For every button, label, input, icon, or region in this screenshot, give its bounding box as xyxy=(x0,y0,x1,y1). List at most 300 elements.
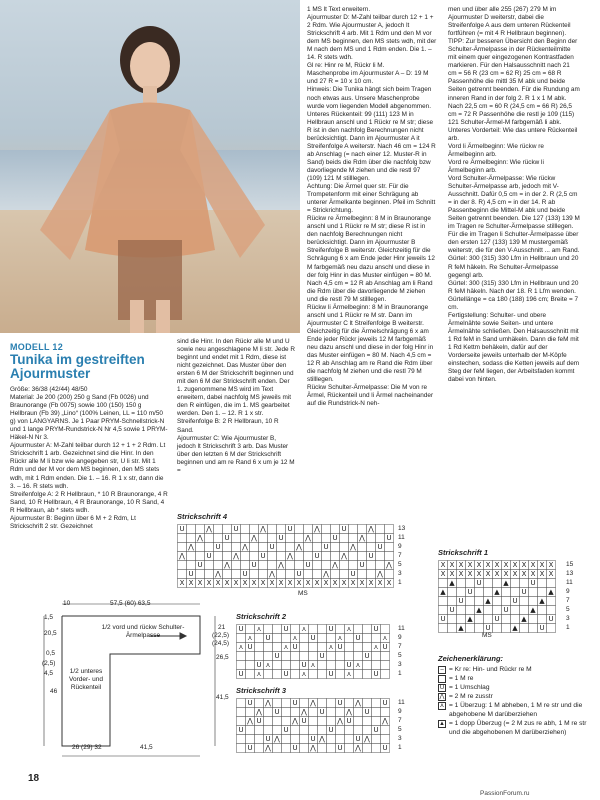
chart-symbol: ⋀ xyxy=(305,534,311,542)
chart-cell xyxy=(538,606,547,615)
chart-symbol: X xyxy=(287,579,293,587)
chart-cell xyxy=(358,570,367,579)
chart-symbol: ⋀ xyxy=(215,570,221,578)
chart-symbol: ⋀ xyxy=(206,525,212,533)
chart-symbol: ⋀ xyxy=(355,744,361,752)
chart-cell xyxy=(295,561,304,570)
chart-symbol: U xyxy=(382,744,388,752)
chart-symbol: U xyxy=(238,625,244,633)
col3-para: Gl re: Hinr re M, Rückr li M. xyxy=(307,62,385,70)
chart-symbol: U xyxy=(278,534,284,542)
chart-symbol: U xyxy=(314,552,320,560)
chart-cell xyxy=(273,699,282,708)
chart-cell xyxy=(259,561,268,570)
chart-cell xyxy=(255,726,264,735)
chart-cell xyxy=(439,579,448,588)
dim-46: 46 xyxy=(50,688,58,695)
chart-cell xyxy=(318,699,327,708)
chart-cell xyxy=(439,624,448,633)
chart-cell xyxy=(255,643,264,652)
chart-cell xyxy=(538,579,547,588)
page-number: 18 xyxy=(28,773,40,784)
chart-cell xyxy=(223,543,232,552)
text-column-1 xyxy=(10,386,168,530)
chart-symbol: ⋏ xyxy=(355,661,361,669)
chart-cell xyxy=(345,643,354,652)
chart-symbol: U xyxy=(247,699,253,707)
chart-symbol: ▲ xyxy=(548,588,554,596)
chart-cell xyxy=(502,588,511,597)
chart-symbol: ▲ xyxy=(440,588,446,596)
chart-symbol: ▲ xyxy=(458,624,464,632)
chart-cell xyxy=(304,525,313,534)
chart-cell xyxy=(295,534,304,543)
chart-cell xyxy=(214,534,223,543)
legend-text: = 1 M re xyxy=(449,675,474,682)
chart-cell xyxy=(300,634,309,643)
chart-symbol: U xyxy=(355,735,361,743)
chart-cell xyxy=(286,543,295,552)
chart-cell xyxy=(363,634,372,643)
chart-cell xyxy=(273,726,282,735)
chart-cell xyxy=(255,744,264,753)
chart-symbol: X xyxy=(278,579,284,587)
chart-symbol: ⋀ xyxy=(364,735,370,743)
chart-symbol: U xyxy=(265,735,271,743)
chart-cell xyxy=(340,543,349,552)
chart-symbol: U xyxy=(287,525,293,533)
chart-symbol: ⋀ xyxy=(251,534,257,542)
chart-cell xyxy=(241,561,250,570)
chart-cell xyxy=(187,534,196,543)
chart-cell xyxy=(187,561,196,570)
col2-para: Ajourmuster C: Wie Ajourmuster B, jedoch lt Strickschrift 3 arb. Das Muster über den letzten 6 M der Strickschrift beginnen und am re Rand 6 x um je 12 M = xyxy=(177,434,295,474)
chart-cell xyxy=(255,634,264,643)
col1-para: Ajourmuster A: M-Zahl teilbar durch 12 + 1 + 2 Rdm. Lt Strickschrift 1 arb. Gezeichnet sind die Hinr. In den Rückr alle M li bzw wie angegeben str, U li str. Mit 1 Rdm und der M vor dem MS beginnen, den MS stets wdh, mit 1 Rdm enden. Die 1. – 16. R 1 x str, dann die 3. – 16. R stets wdh. xyxy=(10,442,166,490)
chart-symbol: ⋏ xyxy=(310,661,316,669)
row-number: 3 xyxy=(398,570,402,577)
chart-cell xyxy=(264,708,273,717)
chart2-grid xyxy=(236,624,392,678)
chart-cell xyxy=(529,588,538,597)
chart-symbol: X xyxy=(197,579,203,587)
chart-cell xyxy=(232,543,241,552)
col3-para: Rückw Schulter-Ärmelpasse: Die M von re Ärmel, Rückenteil und li Ärmel nacheinander auf die Rundstrick-N neh- xyxy=(307,384,434,408)
chart-symbol: X xyxy=(539,561,545,569)
chart-cell xyxy=(372,634,381,643)
chart-cell xyxy=(295,552,304,561)
col3-para: Achtung: Die Ärmel quer str. Für die Trompetenform mit einer Schrägung ab unterer Ärmelkante beginnen. Pfeil im Schnitt = Strickrichtung. xyxy=(307,183,436,215)
chart-symbol: U xyxy=(373,670,379,678)
chart-symbol: X xyxy=(386,579,392,587)
chart-symbol: U xyxy=(319,708,325,716)
chart-cell xyxy=(300,744,309,753)
chart-cell xyxy=(336,708,345,717)
chart-cell xyxy=(300,735,309,744)
row-number: 7 xyxy=(398,552,402,559)
chart-cell xyxy=(349,561,358,570)
chart-symbol: U xyxy=(539,624,545,632)
chart-cell xyxy=(381,735,390,744)
chart-symbol: U xyxy=(373,726,379,734)
chart-symbol: ⋀ xyxy=(278,561,284,569)
chart-cell xyxy=(214,561,223,570)
chart-symbol: X xyxy=(512,570,518,578)
chart-cell xyxy=(367,534,376,543)
chart-symbol: U xyxy=(346,661,352,669)
row-number: 3 xyxy=(566,615,570,622)
chart-symbol: ▲ xyxy=(521,615,527,623)
chart-cell xyxy=(520,624,529,633)
chart-cell xyxy=(313,570,322,579)
chart-cell xyxy=(345,744,354,753)
chart-symbol: ⋏ xyxy=(283,643,289,651)
chart-symbol: ⋏ xyxy=(301,670,307,678)
chart-cell xyxy=(327,744,336,753)
chart-cell xyxy=(363,661,372,670)
chart-symbol: X xyxy=(377,579,383,587)
chart-symbol: X xyxy=(494,570,500,578)
chart-cell xyxy=(354,625,363,634)
legend-text: = 1 Überzug: 1 M abheben, 1 M re str und die abgehobene M darüberziehen xyxy=(449,702,583,718)
chart-cell xyxy=(205,534,214,543)
chart-symbol: X xyxy=(368,579,374,587)
chart-cell xyxy=(340,561,349,570)
chart-cell xyxy=(381,708,390,717)
chart-symbol: ⋏ xyxy=(382,634,388,642)
chart-symbol: U xyxy=(382,699,388,707)
dim-26-5: 26,5 xyxy=(216,654,229,661)
chart-symbol: U xyxy=(238,726,244,734)
chart-cell xyxy=(363,699,372,708)
chart-cell xyxy=(331,552,340,561)
chart-symbol: U xyxy=(355,634,361,642)
col3-para: Rückw re Ärmelbeginn: 8 M in Braunorange anschl und 1 Rückr re M str; diese R ist in den nachfolg Berechnungen nicht berücksichtigt. Dann im Ajourmuster B Streifenfolge B weiterstr. Gleichzeitig für die Schrägung 6 x am Ende jeder Hinr jeweils 12 M farbgemäß neu dazu anschl und diese in der folg Hinr in das Muster einfügen = 80 M. Nach 4,5 cm = 12 R ab Anschlag am li Rand die Rdm über die davorliegende M ziehen und die restl 79 M stilllegen. xyxy=(307,215,435,303)
chart-symbol: ⋏ xyxy=(247,634,253,642)
chart-cell xyxy=(493,579,502,588)
chart-cell xyxy=(381,661,390,670)
chart-cell xyxy=(466,597,475,606)
row-number: 13 xyxy=(566,570,574,577)
chart-cell xyxy=(520,597,529,606)
legend-symbol: U xyxy=(439,685,445,691)
chart-cell xyxy=(327,699,336,708)
chart-cell xyxy=(327,661,336,670)
chart-cell xyxy=(381,726,390,735)
chart-cell xyxy=(354,643,363,652)
chart-symbol: U xyxy=(440,615,446,623)
chart-cell xyxy=(385,543,394,552)
row-number: 5 xyxy=(398,726,402,733)
chart-cell xyxy=(282,652,291,661)
chart-cell xyxy=(322,561,331,570)
text-column-3 xyxy=(307,6,437,502)
chart-cell xyxy=(511,579,520,588)
row-number: 15 xyxy=(566,561,574,568)
chart-symbol: X xyxy=(548,561,554,569)
chart-symbol: X xyxy=(467,561,473,569)
chart-symbol: U xyxy=(337,643,343,651)
chart-cell xyxy=(309,625,318,634)
chart-cell xyxy=(318,744,327,753)
chart-cell xyxy=(264,652,273,661)
chart-cell xyxy=(457,606,466,615)
chart-cell xyxy=(372,699,381,708)
row-number: 11 xyxy=(398,699,405,706)
chart-cell xyxy=(354,670,363,679)
col4-para: Vord li Ärmelbeginn: Wie rückw re Ärmelbeginn arb. xyxy=(448,142,544,158)
chart-cell xyxy=(309,652,318,661)
chart-symbol: U xyxy=(476,579,482,587)
chart-cell xyxy=(538,588,547,597)
chart-symbol: ⋏ xyxy=(265,661,271,669)
chart-cell xyxy=(250,543,259,552)
chart-symbol: U xyxy=(256,661,262,669)
chart4-grid xyxy=(177,524,395,588)
chart-symbol: X xyxy=(260,579,266,587)
chart-symbol: U xyxy=(292,699,298,707)
chart-cell xyxy=(264,717,273,726)
chart-cell xyxy=(205,543,214,552)
chart-symbol: X xyxy=(215,579,221,587)
legend-item xyxy=(438,683,598,692)
chart-symbol: ⋀ xyxy=(188,543,194,551)
chart-cell xyxy=(511,606,520,615)
chart3-title: Strickschrift 3 xyxy=(236,686,287,695)
chart-cell xyxy=(475,615,484,624)
chart-symbol: U xyxy=(305,561,311,569)
chart-symbol: U xyxy=(323,543,329,551)
row-number: 5 xyxy=(398,652,402,659)
chart-cell xyxy=(232,561,241,570)
chart-cell xyxy=(466,606,475,615)
chart-cell xyxy=(273,744,282,753)
chart-cell xyxy=(300,652,309,661)
chart-symbol: ⋀ xyxy=(355,699,361,707)
legend-item xyxy=(438,701,598,719)
chart-symbol: U xyxy=(265,634,271,642)
col3-para: Hinweis: Die Tunika hängt sich beim Tragen noch etwas aus. Unsere Maschenprobe wurde vom liegenden Modell abgenommen. xyxy=(307,86,432,110)
col3-para: Rückw li Ärmelbeginn: 8 M in Braunorange anschl und 1 Rückr re M str. Dann im Ajourmuster C lt Streifenfolge B weiterstr. Gleichzeitig für die Ärmelschrägung 6 x am Ende jeder Rückr jeweils 12 M farbgemäß neu dazu anschl und diese in der folg Hinr in das Muster einfügen = 80 M. Nach 4,5 cm = 12 R ab Anschlag am re Rand die Rdm über die nachfolg M ziehen und die restl 79 M stilllegen. xyxy=(307,303,434,384)
chart-symbol: ⋀ xyxy=(265,699,271,707)
chart-cell xyxy=(502,624,511,633)
chart-symbol: X xyxy=(305,579,311,587)
chart-symbol: ⋀ xyxy=(314,525,320,533)
row-number: 9 xyxy=(566,588,570,595)
chart-cell xyxy=(372,744,381,753)
chart-cell xyxy=(264,643,273,652)
chart-cell xyxy=(250,570,259,579)
chart-symbol: U xyxy=(179,525,185,533)
chart-symbol: X xyxy=(296,579,302,587)
chart-symbol: U xyxy=(359,561,365,569)
row-number: 9 xyxy=(398,543,402,550)
chart-symbol: U xyxy=(494,615,500,623)
chart-cell xyxy=(313,561,322,570)
chart-cell xyxy=(295,525,304,534)
chart-cell xyxy=(273,661,282,670)
chart-symbol: U xyxy=(485,624,491,632)
chart-symbol: ⋀ xyxy=(269,570,275,578)
chart-cell xyxy=(223,525,232,534)
chart-symbol: U xyxy=(328,625,334,633)
col4-para: Gürtel: 300 (315) 330 Lfm in Hellbraun und 20 R feM häkeln. Re Schulter-Ärmelpasse gegengl arb. xyxy=(448,255,579,279)
chart-symbol: U xyxy=(458,597,464,605)
chart-symbol: U xyxy=(238,670,244,678)
chart-cell xyxy=(354,652,363,661)
chart-cell xyxy=(241,552,250,561)
chart-cell xyxy=(340,570,349,579)
chart-symbol: X xyxy=(548,570,554,578)
chart-symbol: U xyxy=(521,588,527,596)
chart-symbol: X xyxy=(467,570,473,578)
chart-symbol: U xyxy=(283,625,289,633)
chart-symbol: U xyxy=(512,597,518,605)
chart-symbol: U xyxy=(292,744,298,752)
chart-cell xyxy=(385,552,394,561)
site-footer: PassionForum.ru xyxy=(480,790,530,797)
chart-cell xyxy=(246,708,255,717)
chart-symbol: ▲ xyxy=(476,606,482,614)
chart-symbol: ⋀ xyxy=(301,708,307,716)
chart-cell xyxy=(277,525,286,534)
chart-symbol: U xyxy=(467,588,473,596)
chart-cell xyxy=(250,552,259,561)
chart-symbol: U xyxy=(377,543,383,551)
dim-bottom-41-5: 41,5 xyxy=(140,744,153,751)
chart-cell xyxy=(363,744,372,753)
chart-cell xyxy=(300,699,309,708)
chart-symbol: U xyxy=(364,708,370,716)
chart-cell xyxy=(358,552,367,561)
chart-cell xyxy=(327,735,336,744)
chart-symbol: ▲ xyxy=(449,579,455,587)
chart-cell xyxy=(250,525,259,534)
chart-cell xyxy=(286,534,295,543)
chart-cell xyxy=(309,708,318,717)
row-number: 7 xyxy=(566,597,570,604)
row-number: 11 xyxy=(398,625,405,632)
chart-cell xyxy=(255,735,264,744)
chart-symbol: U xyxy=(337,744,343,752)
chart-symbol: U xyxy=(301,717,307,725)
chart-cell xyxy=(259,534,268,543)
chart4-rownums xyxy=(398,524,405,587)
chart-symbol: U xyxy=(503,606,509,614)
col1-para: Streifenfolge A: 2 R Hellbraun, * 10 R Braunorange, 4 R Sand, 10 R Hellbraun, 4 R Braunorange, 10 R Sand, 4 R Hellbraun, ab * stets wdh. xyxy=(10,490,168,514)
row-number: 1 xyxy=(398,670,402,677)
chart-cell xyxy=(273,670,282,679)
row-number: 9 xyxy=(398,708,402,715)
chart-cell xyxy=(336,735,345,744)
dim-21: 21 xyxy=(218,624,226,631)
chart-cell xyxy=(336,726,345,735)
chart-cell xyxy=(327,634,336,643)
chart-symbol: ⋀ xyxy=(337,717,343,725)
col4-para: Gürtel: 300 (315) 330 Lfm in Hellbraun und 20 R feM häkeln. Nach der 18. R 1 Lfm wenden. Gürtellänge = ca 180 (188) 196 cm; Breite = 7 cm. xyxy=(448,279,579,311)
chart-symbol: ⋏ xyxy=(346,670,352,678)
dim-2-5: (2,5) xyxy=(42,660,56,667)
chart-cell xyxy=(309,717,318,726)
chart-cell xyxy=(304,543,313,552)
chart-symbol: X xyxy=(530,570,536,578)
chart-cell xyxy=(466,624,475,633)
chart-cell xyxy=(232,534,241,543)
chart-cell xyxy=(318,726,327,735)
row-number: 9 xyxy=(398,634,402,641)
chart-cell xyxy=(345,699,354,708)
chart-cell xyxy=(273,717,282,726)
chart-symbol: X xyxy=(188,579,194,587)
chart-cell xyxy=(331,570,340,579)
chart3-rownums xyxy=(398,698,405,752)
chart-cell xyxy=(273,625,282,634)
chart-cell xyxy=(372,661,381,670)
chart-cell xyxy=(313,534,322,543)
chart-cell xyxy=(327,652,336,661)
chart-cell xyxy=(331,525,340,534)
chart-cell xyxy=(318,643,327,652)
legend-symbol: – xyxy=(438,666,446,674)
chart-cell xyxy=(268,561,277,570)
chart-symbol: U xyxy=(386,534,392,542)
chart-symbol: U xyxy=(548,615,554,623)
chart-symbol: X xyxy=(323,579,329,587)
chart-cell xyxy=(327,717,336,726)
chart-symbol: ▲ xyxy=(467,615,473,623)
chart-cell xyxy=(178,543,187,552)
chart-symbol: ▲ xyxy=(485,597,491,605)
chart-symbol: U xyxy=(269,543,275,551)
chart-cell xyxy=(282,735,291,744)
chart-symbol: X xyxy=(341,579,347,587)
piece-body: 1/2 unteres Vorder- und Rückenteil xyxy=(69,668,103,691)
chart-symbol: X xyxy=(476,561,482,569)
dim-1-5: 1,5 xyxy=(44,614,54,621)
chart-cell xyxy=(336,661,345,670)
legend-symbol xyxy=(438,675,446,683)
chart-cell xyxy=(381,652,390,661)
chart-cell xyxy=(277,543,286,552)
chart-cell xyxy=(214,525,223,534)
chart-cell xyxy=(291,670,300,679)
chart-cell xyxy=(322,534,331,543)
chart-symbol: X xyxy=(440,561,446,569)
chart-cell xyxy=(282,717,291,726)
page-title: Tunika im gestreiften Ajourmuster xyxy=(10,352,145,381)
chart-cell xyxy=(484,606,493,615)
chart-cell xyxy=(457,588,466,597)
chart-symbol: X xyxy=(485,561,491,569)
chart-symbol: X xyxy=(476,570,482,578)
chart-symbol: U xyxy=(283,670,289,678)
chart-symbol: U xyxy=(242,570,248,578)
chart-cell xyxy=(367,570,376,579)
legend-symbol: ⋏ xyxy=(439,703,445,709)
col2-para: Streifenfolge B: 2 R Hellbraun, 10 R Sand. xyxy=(177,418,279,434)
chart2-rownums xyxy=(398,624,405,678)
chart-symbol: ⋀ xyxy=(359,534,365,542)
chart-symbol: ⋀ xyxy=(233,552,239,560)
chart-cell xyxy=(493,624,502,633)
chart-cell xyxy=(246,625,255,634)
chart-cell xyxy=(502,615,511,624)
legend xyxy=(438,654,598,737)
chart-symbol: ⋀ xyxy=(341,552,347,560)
chart-cell xyxy=(309,670,318,679)
chart-cell xyxy=(372,652,381,661)
legend-text: = 2 M re zusstr xyxy=(449,693,493,700)
